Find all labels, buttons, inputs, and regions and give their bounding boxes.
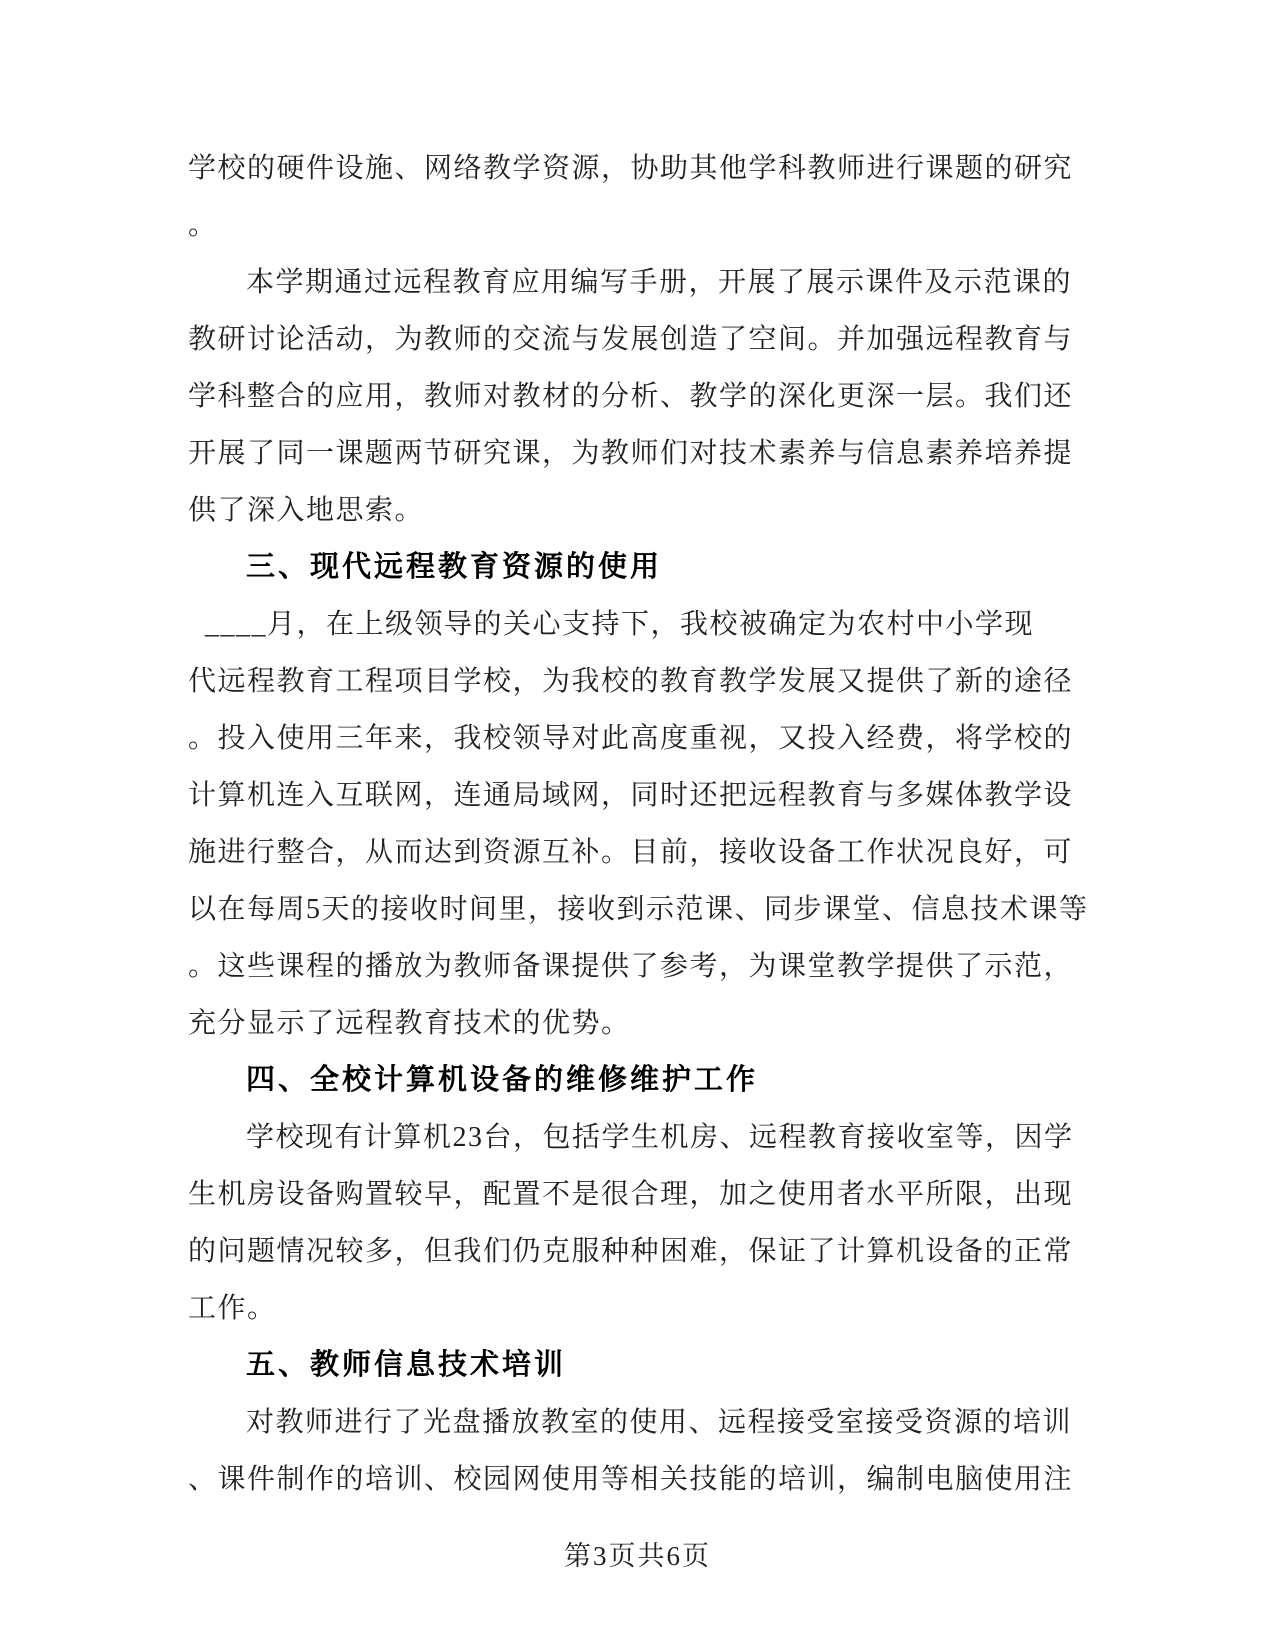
text-line: 。投入使用三年来，我校领导对此高度重视，又投入经费，将学校的 [188, 723, 1074, 754]
text-line: 的问题情况较多，但我们仍克服种种困难，保证了计算机设备的正常 [188, 1236, 1074, 1267]
text-line: 供了深入地思索。 [188, 495, 425, 526]
text-line: ____月，在上级领导的关心支持下，我校被确定为农村中小学现 [205, 609, 1035, 640]
text-line: 、课件制作的培训、校园网使用等相关技能的培训，编制电脑使用注 [188, 1464, 1074, 1495]
text-line: 计算机连入互联网，连通局域网，同时还把远程教育与多媒体教学设 [188, 780, 1074, 811]
text-line: 对教师进行了光盘播放教室的使用、远程接受室接受资源的培训 [246, 1407, 1073, 1438]
text-line: 生机房设备购置较早，配置不是很合理，加之使用者水平所限，出现 [188, 1179, 1074, 1210]
text-line: 本学期通过远程教育应用编写手册，开展了展示课件及示范课的 [246, 267, 1073, 298]
text-line: 代远程教育工程项目学校，为我校的教育教学发展又提供了新的途径 [188, 666, 1074, 697]
text-line: 以在每周5天的接收时间里，接收到示范课、同步课堂、信息技术课等 [188, 894, 1089, 925]
text-line: 工作。 [188, 1293, 277, 1324]
text-line: 学科整合的应用，教师对教材的分析、教学的深化更深一层。我们还 [188, 381, 1074, 412]
text-line: 教研讨论活动，为教师的交流与发展创造了空间。并加强远程教育与 [188, 324, 1074, 355]
page-footer [0, 1532, 1275, 1580]
section-heading: 五、教师信息技术培训 [246, 1349, 567, 1381]
text-line: 。 [188, 210, 218, 241]
text-line: 充分显示了远程教育技术的优势。 [188, 1008, 631, 1039]
text-line: 施进行整合，从而达到资源互补。目前，接收设备工作状况良好，可 [188, 837, 1074, 868]
text-line: 开展了同一课题两节研究课，为教师们对技术素养与信息素养培养提 [188, 438, 1074, 469]
page-number-label: 第3页共6页 [564, 1541, 711, 1571]
document-body [188, 140, 1088, 1508]
text-line: 学校的硬件设施、网络教学资源，协助其他学科教师进行课题的研究 [188, 153, 1074, 184]
text-line: 学校现有计算机23台，包括学生机房、远程教育接收室等，因学 [246, 1122, 1074, 1153]
text-line: 。这些课程的播放为教师备课提供了参考，为课堂教学提供了示范， [188, 951, 1074, 982]
section-heading: 四、全校计算机设备的维修维护工作 [246, 1064, 759, 1096]
section-heading: 三、现代远程教育资源的使用 [246, 551, 663, 583]
